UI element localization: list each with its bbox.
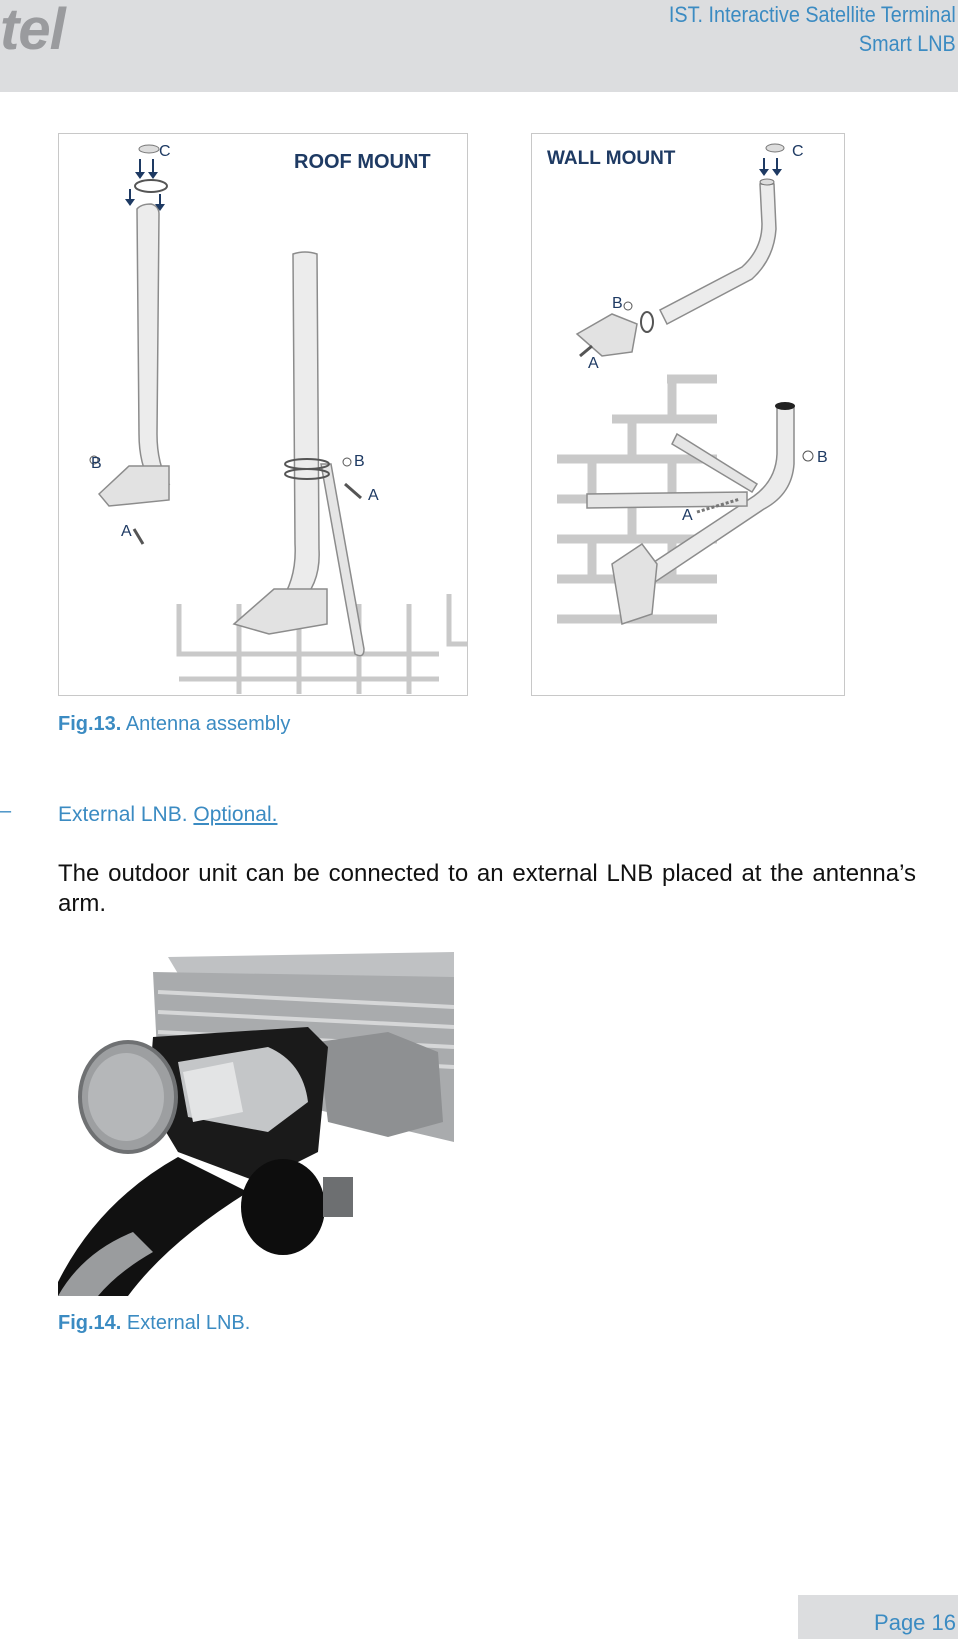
page-header — [0, 0, 958, 92]
section-heading-optional: Optional. — [193, 803, 278, 826]
roof-label-b-left: B — [91, 455, 102, 472]
document-title-line2: Smart LNB — [859, 31, 956, 56]
bullet-dash: – — [0, 800, 12, 822]
external-lnb-photo — [58, 952, 454, 1296]
roof-label-a-left: A — [121, 523, 132, 540]
wall-label-a-upper: A — [588, 355, 599, 372]
section-heading-text: External LNB. — [58, 803, 188, 826]
figure-14-number: Fig.14. — [58, 1312, 122, 1334]
roof-mount-illustration — [59, 134, 467, 695]
body-paragraph: The outdoor unit can be connected to an external LNB placed at the antenna’s arm. — [58, 860, 916, 917]
page-number: Page 16 — [874, 1610, 956, 1635]
figure-14-text: External LNB. — [126, 1312, 251, 1334]
wall-label-a-lower: A — [682, 507, 693, 524]
figure-13-caption — [58, 713, 290, 736]
roof-mount-figure — [58, 133, 468, 696]
wall-mount-illustration — [532, 134, 844, 695]
wall-label-b-upper: B — [612, 295, 623, 312]
roof-label-c: C — [159, 143, 171, 160]
document-title-line1: IST. Interactive Satellite Terminal — [669, 2, 956, 27]
section-heading — [58, 803, 277, 827]
wall-label-c: C — [792, 143, 804, 160]
figure-13-number: Fig.13. — [58, 713, 122, 735]
wall-label-b-lower: B — [817, 449, 828, 466]
figure-13-text: Antenna assembly — [125, 713, 291, 735]
wall-mount-title: WALL MOUNT — [547, 148, 676, 169]
roof-label-b-right: B — [354, 453, 365, 470]
external-lnb-illustration — [58, 952, 454, 1296]
roof-label-a-right: A — [368, 487, 379, 504]
wall-mount-figure — [531, 133, 845, 696]
document-title — [669, 0, 956, 58]
roof-mount-title: ROOF MOUNT — [294, 151, 431, 173]
figure-14-caption — [58, 1312, 250, 1335]
company-logo: tel — [0, 0, 65, 62]
